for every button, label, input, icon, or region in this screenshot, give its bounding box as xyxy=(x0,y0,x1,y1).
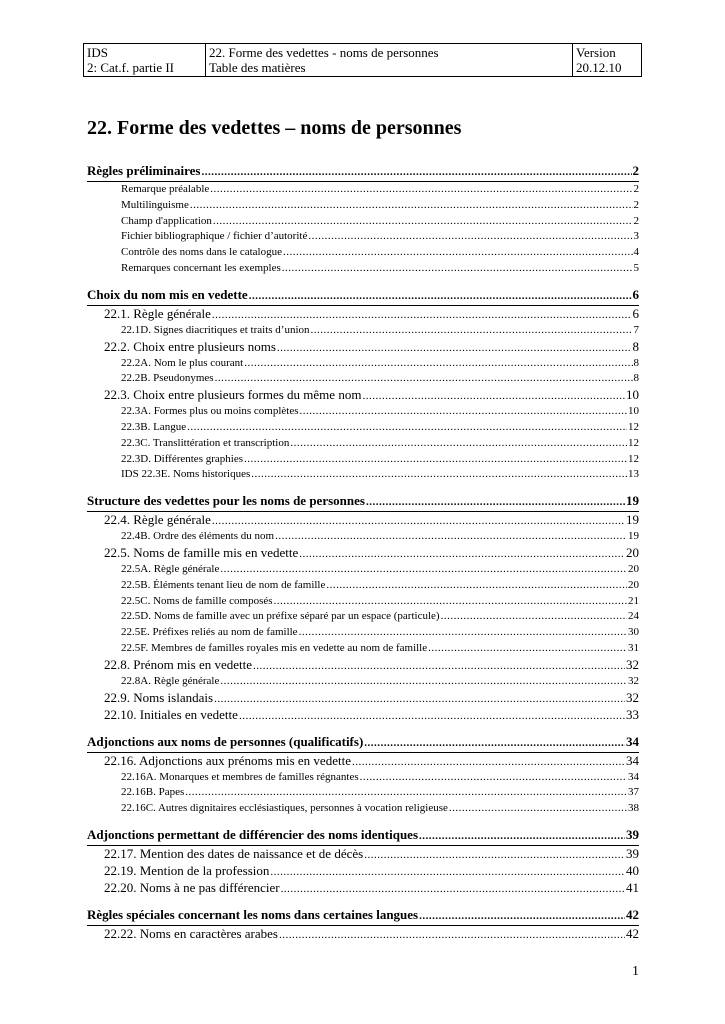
table-of-contents xyxy=(87,162,639,943)
toc-entry-title: 22.4. Règle générale xyxy=(104,512,211,528)
header-chapter-title: 22. Forme des vedettes - noms de personnes xyxy=(209,45,439,60)
toc-entry-title: Règles préliminaires xyxy=(87,163,201,178)
document-header-table xyxy=(83,43,642,77)
toc-entry-level-3[interactable] xyxy=(87,229,639,245)
toc-entry-page: 20 xyxy=(628,562,639,575)
toc-entry-page: 19 xyxy=(626,512,639,528)
toc-dot-leader xyxy=(270,864,625,880)
toc-entry-title: Contrôle des noms dans le catalogue xyxy=(121,246,282,259)
toc-dot-leader xyxy=(419,828,625,845)
toc-entry-level-3[interactable] xyxy=(87,770,639,786)
toc-entry-level-3[interactable] xyxy=(87,609,639,625)
toc-entry-level-2[interactable] xyxy=(87,512,639,529)
toc-entry-page: 6 xyxy=(632,286,639,302)
toc-entry-level-1[interactable] xyxy=(87,733,639,753)
header-doc-id: IDS xyxy=(87,45,108,60)
toc-entry-level-3[interactable] xyxy=(87,404,639,420)
toc-entry-level-2[interactable] xyxy=(87,846,639,863)
toc-entry-page: 42 xyxy=(626,906,639,922)
header-doc-part: 2: Cat.f. partie II xyxy=(87,60,174,75)
toc-entry-level-1[interactable] xyxy=(87,162,639,182)
toc-entry-title: 22.2A. Nom le plus courant xyxy=(121,356,244,369)
toc-entry-title: 22.8A. Règle générale xyxy=(121,674,220,687)
toc-entry-level-2[interactable] xyxy=(87,387,639,404)
toc-entry-level-3[interactable] xyxy=(87,467,639,483)
toc-entry-page: 10 xyxy=(626,387,639,403)
toc-entry-page: 8 xyxy=(632,338,639,354)
header-version-cell xyxy=(573,44,642,77)
toc-dot-leader xyxy=(251,467,627,483)
toc-entry-page: 5 xyxy=(633,261,639,274)
toc-entry-level-2[interactable] xyxy=(87,880,639,897)
toc-entry-title: Règles spéciales concernant les noms dans certaines langues xyxy=(87,906,419,922)
toc-entry-title: Adjonctions permettant de différencier des noms identiques xyxy=(87,826,419,842)
toc-entry-page: 24 xyxy=(628,610,639,623)
toc-dot-leader xyxy=(210,182,632,198)
toc-dot-leader xyxy=(326,578,627,594)
toc-entry-page: 39 xyxy=(626,826,639,842)
toc-entry-page: 2 xyxy=(633,214,639,227)
toc-entry-level-3[interactable] xyxy=(87,261,639,277)
toc-entry-page: 33 xyxy=(626,706,639,722)
toc-entry-title: 22.16B. Papes xyxy=(121,786,185,799)
toc-dot-leader xyxy=(213,214,633,230)
toc-entry-title: 22.20. Noms à ne pas différencier xyxy=(104,879,280,895)
toc-dot-leader xyxy=(277,340,632,356)
toc-entry-level-3[interactable] xyxy=(87,594,639,610)
toc-entry-level-3[interactable] xyxy=(87,182,639,198)
toc-entry-page: 10 xyxy=(628,405,639,418)
toc-entry-level-2[interactable] xyxy=(87,753,639,770)
toc-dot-leader xyxy=(360,770,627,786)
toc-entry-level-3[interactable] xyxy=(87,625,639,641)
toc-entry-title: Multilinguisme xyxy=(121,198,189,211)
toc-entry-title: 22.3B. Langue xyxy=(121,420,187,433)
toc-entry-level-2[interactable] xyxy=(87,306,639,323)
toc-dot-leader xyxy=(187,420,627,436)
toc-entry-level-1[interactable] xyxy=(87,286,639,306)
toc-entry-level-3[interactable] xyxy=(87,785,639,801)
toc-dot-leader xyxy=(283,245,633,261)
toc-entry-title: 22.5D. Noms de famille avec un préfixe séparé par un espace (particule) xyxy=(121,610,440,623)
page-title: 22. Forme des vedettes – noms de personnes xyxy=(87,117,462,139)
toc-dot-leader xyxy=(299,546,625,562)
toc-entry-level-2[interactable] xyxy=(87,339,639,356)
toc-dot-leader xyxy=(244,356,632,372)
toc-entry-page: 19 xyxy=(626,493,639,509)
toc-entry-page: 8 xyxy=(633,372,639,385)
toc-entry-level-1[interactable] xyxy=(87,826,639,846)
toc-entry-title: 22.16A. Monarques et membres de familles régnantes xyxy=(121,770,359,783)
toc-dot-leader xyxy=(274,594,627,610)
toc-entry-title: IDS 22.3E. Noms historiques xyxy=(121,468,251,481)
toc-entry-title: 22.9. Noms islandais xyxy=(104,689,214,705)
toc-entry-title: 22.5C. Noms de famille composés xyxy=(121,594,273,607)
toc-dot-leader xyxy=(275,529,627,545)
toc-entry-page: 40 xyxy=(626,862,639,878)
toc-entry-level-3[interactable] xyxy=(87,198,639,214)
toc-entry-page: 30 xyxy=(628,626,639,639)
toc-entry-title: 22.2. Choix entre plusieurs noms xyxy=(104,338,276,354)
toc-entry-title: Champ d'application xyxy=(121,214,212,227)
toc-dot-leader xyxy=(212,307,632,323)
toc-entry-title: 22.3C. Translittération et transcription xyxy=(121,436,290,449)
toc-entry-title: 22.19. Mention de la profession xyxy=(104,862,270,878)
toc-entry-title: 22.3D. Différentes graphies xyxy=(121,452,243,465)
toc-dot-leader xyxy=(190,198,633,214)
toc-entry-page: 8 xyxy=(633,356,639,369)
toc-dot-leader xyxy=(290,436,627,452)
toc-entry-title: 22.5E. Préfixes reliés au nom de famille xyxy=(121,626,298,639)
toc-dot-leader xyxy=(214,691,625,707)
toc-entry-page: 38 xyxy=(628,802,639,815)
toc-entry-page: 21 xyxy=(628,594,639,607)
toc-entry-page: 2 xyxy=(632,163,639,178)
toc-entry-page: 32 xyxy=(628,674,639,687)
toc-entry-title: 22.10. Initiales en vedette xyxy=(104,706,238,722)
toc-entry-level-3[interactable] xyxy=(87,371,639,387)
toc-entry-title: 22.17. Mention des dates de naissance et de décès xyxy=(104,845,364,861)
toc-entry-title: 22.1D. Signes diacritiques et traits d’union xyxy=(121,323,310,336)
toc-dot-leader xyxy=(239,708,625,724)
header-version-date: 20.12.10 xyxy=(576,60,622,75)
toc-entry-level-3[interactable] xyxy=(87,356,639,372)
toc-entry-title: Structure des vedettes pour les noms de personnes xyxy=(87,493,365,509)
toc-entry-page: 34 xyxy=(626,733,639,749)
toc-entry-title: 22.2B. Pseudonymes xyxy=(121,372,214,385)
toc-dot-leader xyxy=(299,625,627,641)
toc-entry-page: 19 xyxy=(628,530,639,543)
toc-dot-leader xyxy=(308,229,632,245)
header-version-label: Version xyxy=(576,45,616,60)
toc-dot-leader xyxy=(364,735,625,752)
toc-entry-page: 31 xyxy=(628,641,639,654)
toc-entry-level-3[interactable] xyxy=(87,245,639,261)
toc-dot-leader xyxy=(311,323,633,339)
toc-entry-page: 12 xyxy=(628,436,639,449)
toc-entry-title: 22.5F. Membres de familles royales mis en vedette au nom de famille xyxy=(121,641,428,654)
toc-dot-leader xyxy=(279,927,625,943)
toc-entry-page: 39 xyxy=(626,845,639,861)
toc-entry-title: 22.5B. Éléments tenant lieu de nom de famille xyxy=(121,578,326,591)
toc-entry-title: 22.3. Choix entre plusieurs formes du même nom xyxy=(104,387,362,403)
toc-entry-title: 22.1. Règle générale xyxy=(104,305,211,321)
toc-dot-leader xyxy=(185,785,627,801)
toc-entry-title: 22.16. Adjonctions aux prénoms mis en vedette xyxy=(104,752,351,768)
toc-dot-leader xyxy=(366,494,625,511)
header-chapter-cell xyxy=(206,44,573,77)
toc-dot-leader xyxy=(244,452,627,468)
toc-entry-page: 2 xyxy=(633,183,639,195)
toc-dot-leader xyxy=(281,881,625,897)
toc-entry-page: 20 xyxy=(628,578,639,591)
toc-entry-level-3[interactable] xyxy=(87,529,639,545)
toc-entry-level-3[interactable] xyxy=(87,674,639,690)
toc-dot-leader xyxy=(220,674,627,690)
toc-entry-level-1[interactable] xyxy=(87,906,639,926)
toc-entry-level-2[interactable] xyxy=(87,707,639,724)
toc-entry-page: 6 xyxy=(632,305,639,321)
toc-entry-title: Remarques concernant les exemples xyxy=(121,261,281,274)
toc-entry-level-3[interactable] xyxy=(87,562,639,578)
toc-dot-leader xyxy=(220,562,627,578)
toc-entry-level-2[interactable] xyxy=(87,690,639,707)
toc-entry-title: Adjonctions aux noms de personnes (qualificatifs) xyxy=(87,733,364,749)
toc-dot-leader xyxy=(202,164,632,181)
header-section-name: Table des matières xyxy=(209,60,306,75)
toc-entry-page: 37 xyxy=(628,786,639,799)
toc-entry-title: 22.3A. Formes plus ou moins complètes xyxy=(121,405,299,418)
toc-entry-level-3[interactable] xyxy=(87,323,639,339)
toc-entry-page: 32 xyxy=(626,689,639,705)
toc-entry-page: 4 xyxy=(633,246,639,259)
toc-dot-leader xyxy=(253,658,625,674)
toc-dot-leader xyxy=(419,908,625,925)
toc-entry-level-2[interactable] xyxy=(87,863,639,880)
toc-entry-title: 22.4B. Ordre des éléments du nom xyxy=(121,530,275,543)
toc-entry-page: 34 xyxy=(628,770,639,783)
header-doc-id-cell xyxy=(84,44,206,77)
toc-entry-page: 42 xyxy=(626,925,639,941)
toc-dot-leader xyxy=(428,641,627,657)
toc-entry-level-2[interactable] xyxy=(87,926,639,943)
toc-dot-leader xyxy=(300,404,627,420)
toc-entry-level-3[interactable] xyxy=(87,801,639,817)
toc-entry-page: 20 xyxy=(626,544,639,560)
toc-entry-level-3[interactable] xyxy=(87,420,639,436)
toc-entry-page: 13 xyxy=(628,468,639,481)
toc-entry-page: 12 xyxy=(628,420,639,433)
toc-entry-level-2[interactable] xyxy=(87,545,639,562)
toc-dot-leader xyxy=(282,261,633,277)
toc-dot-leader xyxy=(352,754,625,770)
toc-entry-title: 22.5A. Règle générale xyxy=(121,562,220,575)
toc-dot-leader xyxy=(364,847,625,863)
page-number: 1 xyxy=(632,964,639,979)
toc-entry-title: Remarque préalable xyxy=(121,183,210,195)
toc-dot-leader xyxy=(449,801,627,817)
toc-entry-level-2[interactable] xyxy=(87,657,639,674)
toc-entry-title: Fichier bibliographique / fichier d’autorité xyxy=(121,230,308,243)
toc-entry-level-1[interactable] xyxy=(87,492,639,512)
toc-entry-title: 22.16C. Autres dignitaires ecclésiastiques, personnes à vocation religieuse xyxy=(121,802,448,815)
toc-dot-leader xyxy=(215,371,633,387)
toc-dot-leader xyxy=(249,288,632,305)
toc-entry-level-3[interactable] xyxy=(87,452,639,468)
toc-entry-page: 41 xyxy=(626,879,639,895)
toc-entry-page: 7 xyxy=(633,323,639,336)
toc-entry-title: 22.8. Prénom mis en vedette xyxy=(104,656,253,672)
toc-entry-level-3[interactable] xyxy=(87,214,639,230)
toc-entry-page: 3 xyxy=(633,230,639,243)
toc-entry-page: 12 xyxy=(628,452,639,465)
toc-entry-page: 2 xyxy=(633,198,639,211)
toc-entry-page: 34 xyxy=(626,752,639,768)
toc-entry-level-3[interactable] xyxy=(87,578,639,594)
toc-dot-leader xyxy=(362,388,625,404)
toc-entry-level-3[interactable] xyxy=(87,641,639,657)
toc-dot-leader xyxy=(212,513,625,529)
toc-entry-title: 22.22. Noms en caractères arabes xyxy=(104,925,278,941)
toc-entry-level-3[interactable] xyxy=(87,436,639,452)
toc-dot-leader xyxy=(441,609,627,625)
toc-entry-title: Choix du nom mis en vedette xyxy=(87,286,248,302)
toc-entry-title: 22.5. Noms de famille mis en vedette xyxy=(104,544,299,560)
toc-entry-page: 32 xyxy=(626,656,639,672)
